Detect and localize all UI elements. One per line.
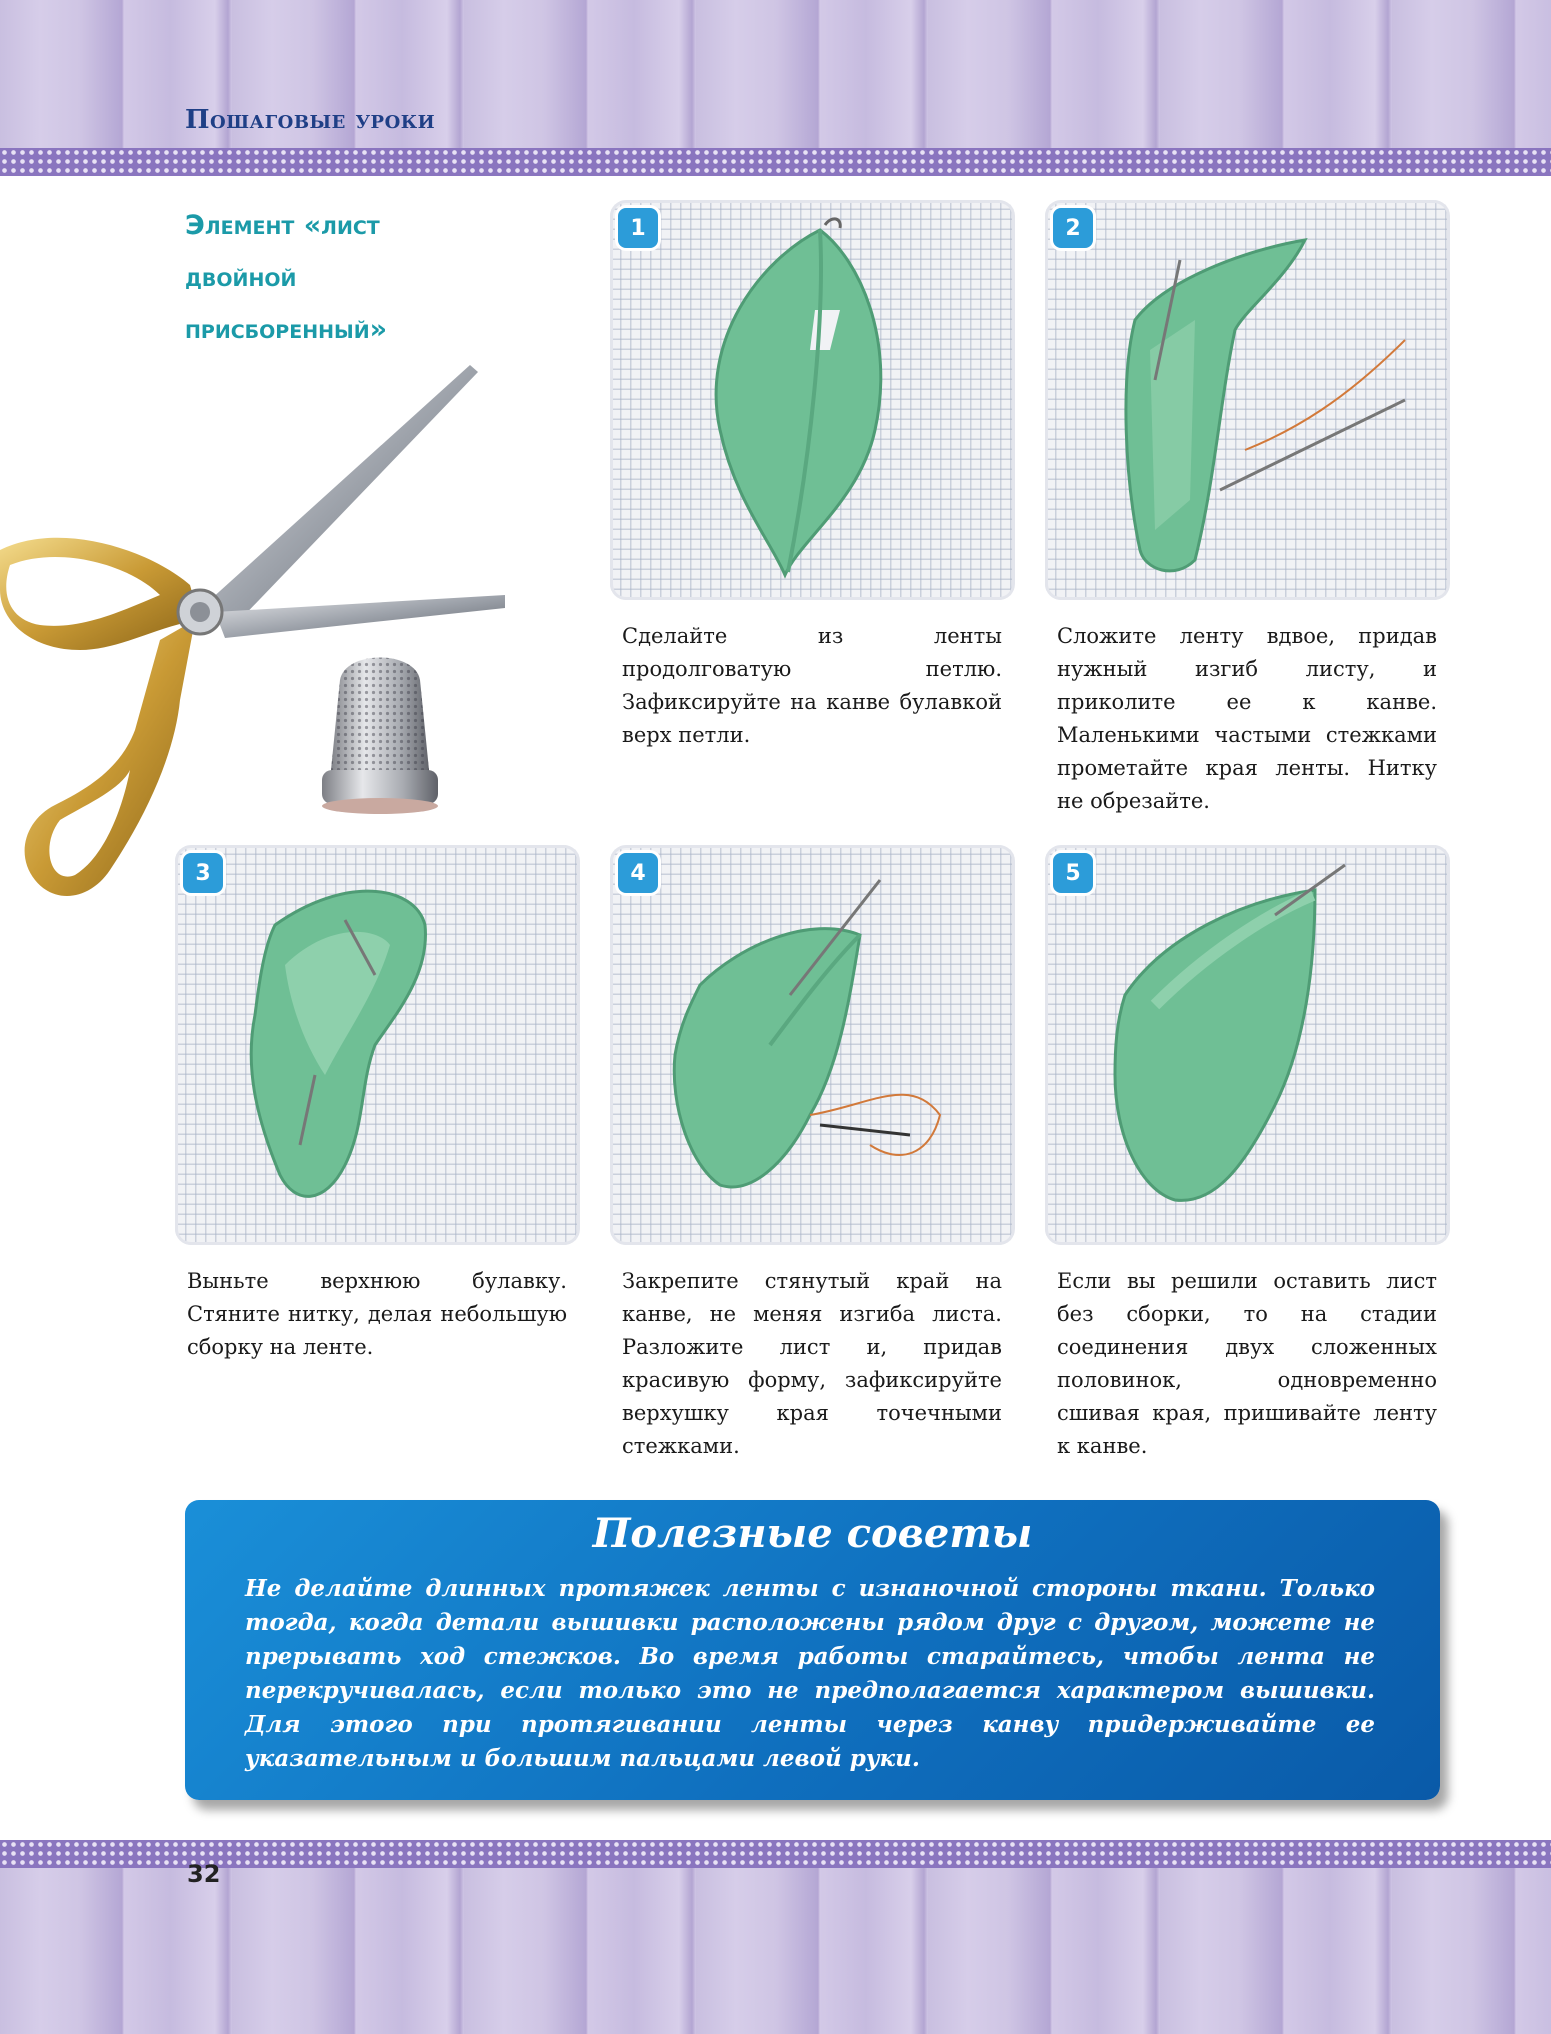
page-number: 32 <box>187 1860 221 1888</box>
section-title: Пошаговые уроки <box>185 105 436 135</box>
step-5-caption: Если вы решили оставить лист без сборки, то на стадии соединения двух сложенных половинок, одновременно сшивая края, пришивайте ленту к канве. <box>1057 1269 1437 1458</box>
step-4-caption: Закрепите стянутый край на канве, не меняя изгиба листа. Разложите лист и, придав красивую форму, зафиксируйте верхушку края точечными стежками. <box>622 1269 1002 1458</box>
step-2-badge: 2 <box>1053 208 1093 248</box>
element-title-line-2: двойной <box>185 262 297 293</box>
element-title <box>185 200 515 356</box>
step-5-photo <box>1045 845 1450 1245</box>
element-title-line-3: присборенный» <box>185 314 388 345</box>
header-dot-band <box>0 148 1551 176</box>
step-4-photo <box>610 845 1015 1245</box>
thimble-illustration <box>300 640 460 824</box>
tips-title: Полезные советы <box>592 1510 1033 1557</box>
step-1-caption: Сделайте из ленты продолговатую петлю. Зафиксируйте на канве булавкой верх петли. <box>622 624 1002 747</box>
step-5-badge: 5 <box>1053 853 1093 893</box>
scissors-illustration <box>0 350 520 914</box>
step-1-photo <box>610 200 1015 600</box>
step-3-photo <box>175 845 580 1245</box>
footer-wood-background <box>0 1868 1551 2034</box>
step-3-caption: Выньте верхнюю булавку. Стяните нитку, делая небольшую сборку на ленте. <box>187 1269 567 1359</box>
step-4-badge: 4 <box>618 853 658 893</box>
step-1-badge: 1 <box>618 208 658 248</box>
footer-dot-band <box>0 1840 1551 1868</box>
step-2-caption: Сложите ленту вдвое, придав нужный изгиб листу, и приколите ее к канве. Маленькими частыми стежками прометайте края ленты. Нитку не обрезайте. <box>1057 624 1437 813</box>
step-2-photo <box>1045 200 1450 600</box>
tips-text: Не делайте длинных протяжек ленты с изнаночной стороны ткани. Только тогда, когда детали вышивки расположены рядом друг с другом, можете не прерывать ход стежков. Во время работы старайтесь, чтобы лента не перекручивалась, если только это не предполагается характером вышивки. Для этого при протягивании ленты через канву придерживайте ее указательным и большим пальцами левой руки. <box>245 1575 1375 1772</box>
element-title-line-1: Элемент «лист <box>185 210 380 241</box>
tips-box <box>185 1500 1440 1800</box>
step-3-badge: 3 <box>183 853 223 893</box>
